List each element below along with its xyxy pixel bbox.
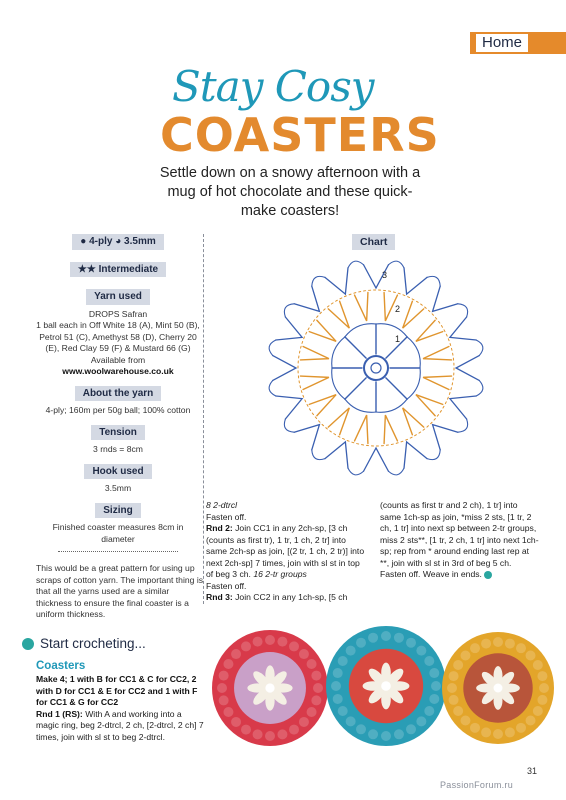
chart-number-3: 3 (382, 270, 388, 280)
about-yarn-block (36, 386, 200, 417)
coaster-2-loop (356, 724, 366, 734)
coaster-3-loop (447, 683, 457, 693)
coaster-2-loop (416, 646, 426, 656)
coaster-1-loop (265, 731, 275, 741)
round3-chain (388, 261, 404, 268)
fasten-off-2: Fasten off. (206, 580, 247, 591)
yarn-weight: 4-ply (89, 236, 113, 247)
coaster-1-loop (277, 637, 287, 647)
round3-stitch (433, 286, 458, 311)
coaster-2-loop (394, 729, 404, 739)
coaster-1-loop (219, 671, 229, 681)
coaster-2-loop (333, 668, 343, 678)
round3-stitch (450, 317, 476, 340)
rnd1-label: Rnd 1 (RS): (36, 708, 83, 719)
coaster-2-loop (429, 668, 439, 678)
page-number: 31 (527, 766, 538, 776)
yarn-used-heading: Yarn used (86, 289, 150, 305)
round2-group (355, 292, 368, 320)
level-badge (70, 262, 166, 278)
coaster-1-loop (311, 671, 321, 681)
round3-chain (284, 304, 294, 317)
end-dot-icon (484, 571, 492, 579)
instructions-right (380, 500, 540, 581)
cluster-count: 8 2-dtrcl (206, 500, 238, 510)
coaster-3-loop (526, 716, 536, 726)
round3-stitch (433, 425, 458, 450)
round2-group (300, 376, 328, 389)
round2-group (423, 376, 451, 389)
coaster-2-loop (331, 681, 341, 691)
column-divider (203, 234, 204, 604)
coaster-1-loop (241, 725, 251, 735)
spec-badge (72, 234, 163, 250)
yarn-used-block (36, 289, 200, 378)
intro-text: Settle down on a snowy afternoon with a mug of hot chocolate and these quick-make coasters! (159, 165, 421, 219)
round2-group (384, 415, 397, 443)
start-heading-text: Start crocheting... (40, 636, 146, 651)
round3-stitch (325, 442, 348, 468)
round3-chain (476, 380, 483, 396)
yarn-available: Available from (90, 354, 146, 365)
round2-group (403, 301, 424, 328)
round2-group (328, 301, 349, 328)
coaster-1-loop (219, 695, 229, 705)
fasten-off-1: Fasten off. (206, 511, 247, 522)
round3-chain (476, 340, 483, 356)
ring-center (371, 363, 381, 373)
rnd1-text: With A and working into a magic ring, beg 2-dtrcl, 2 ch, [2-dtrcl, 2 ch] 7 times, join with sl st to beg 2-dtrcl. (36, 708, 204, 742)
coaster-1-loop (231, 717, 241, 727)
bullet-dot-icon (22, 638, 34, 650)
coaster-1-loop (223, 659, 233, 669)
coaster-3-loop (505, 727, 515, 737)
round3-stitch (404, 442, 427, 468)
round1-chain (345, 399, 376, 412)
crochet-chart (258, 250, 494, 486)
level-stars: ★★ (77, 263, 96, 275)
section-tag-label: Home (476, 34, 528, 52)
instructions-left (36, 674, 206, 743)
coaster-1-loop (253, 637, 263, 647)
magic-ring (364, 356, 388, 380)
coaster-1-loop (289, 725, 299, 735)
coasters-heading: Coasters (36, 660, 86, 672)
rnd2 (206, 523, 366, 581)
spec-row (36, 234, 200, 254)
yarn-details: 1 ball each in Off White 18 (A), Mint 50 (B), Petrol 51 (C), Amethyst 58 (D), Cherry 20 (E), Red Clay 59 (F) & Mustard 66 (G) (36, 320, 200, 353)
level-row (36, 262, 200, 282)
intro-note: This would be a great pattern for using up scraps of cotton yarn. The important thing is that all the yarns used are a similar thickness to ensure the final coaster is a uniform thickness. (36, 563, 204, 619)
coaster-2-loop (394, 633, 404, 643)
yarn-ball-icon: ● (80, 236, 87, 247)
round3-chain (312, 450, 325, 460)
coaster-3-loop (453, 660, 463, 670)
round2-group (416, 320, 443, 341)
round3-chain (388, 468, 404, 475)
watermark: PassionForum.ru (440, 780, 514, 790)
coaster-2-loop (406, 638, 416, 648)
hook-text: 3.5mm (104, 483, 132, 493)
round3-chain (458, 304, 468, 317)
make-line: Make 4; 1 with B for CC1 & C for CC2, 2 with D for CC1 & E for CC2 and 1 with F for CC1 & G for CC2 (36, 674, 198, 707)
about-yarn-text: 4-ply; 160m per 50g ball; 100% cotton (45, 405, 191, 415)
rnd3-label: Rnd 3: (206, 592, 233, 602)
sizing-heading: Sizing (95, 503, 140, 519)
coaster-1-loop (217, 683, 227, 693)
coaster-2-loop (346, 716, 356, 726)
yarn-url[interactable]: www.woolwarehouse.co.uk (62, 366, 174, 376)
round3-stitch (404, 268, 427, 294)
coaster-3-loop (453, 706, 463, 716)
coaster-3-loop (449, 695, 459, 705)
round3-stitch (273, 356, 296, 381)
round3-stitch (294, 425, 319, 450)
round2-group (300, 347, 328, 360)
coaster-3-loop (449, 671, 459, 681)
coaster-3-loop (493, 729, 503, 739)
round1-chain (407, 337, 420, 368)
coaster-3-loop (526, 650, 536, 660)
round2-group (403, 408, 424, 435)
coaster-1-loop (289, 641, 299, 651)
round3-stitch (450, 396, 476, 419)
round2-group (423, 347, 451, 360)
round1-chain (345, 324, 376, 337)
coaster-2-loop (333, 694, 343, 704)
coaster-2-loop (338, 656, 348, 666)
round3-chain (312, 276, 325, 286)
coaster-3-loop (481, 639, 491, 649)
coaster-1-loop (307, 707, 317, 717)
round3-stitch (325, 268, 348, 294)
coaster-3-loop (505, 639, 515, 649)
pattern-info (36, 234, 200, 560)
yarn-brand: DROPS Safran (88, 308, 148, 319)
coaster-3-loop (470, 723, 480, 733)
hook-heading: Hook used (84, 464, 151, 480)
coaster-3-loop (533, 706, 543, 716)
coaster-3-loop (537, 671, 547, 681)
coaster-2-loop (406, 724, 416, 734)
round3-stitch (364, 448, 389, 471)
coaster-2-loop (381, 631, 391, 641)
round3-chain (269, 340, 276, 356)
start-heading (22, 636, 146, 651)
coaster-2-loop (429, 694, 439, 704)
round3-chain (427, 276, 440, 286)
coaster-1-loop (277, 729, 287, 739)
rnd3-continued: (counts as first tr and 2 ch), 1 tr] into same 1ch-sp as join, *miss 2 sts, [1 tr, 2 ch, 1 tr] into next sp between 2-tr groups, miss 2 sts**, [1 tr, 2 ch, 1 tr] into next 1ch-sp; rep from * around ending last rep at **, join with sl st in 3rd of beg 5 ch. (380, 500, 539, 568)
round1-chain (332, 337, 345, 368)
round3-chain (348, 261, 364, 268)
round1-chain (332, 368, 345, 399)
coaster-3-loop (460, 716, 470, 726)
tension-block (36, 425, 200, 456)
coaster-3-loop (533, 660, 543, 670)
coaster-3-loop (460, 650, 470, 660)
hook-icon: ◕ (115, 236, 122, 247)
coasters-photo (210, 616, 556, 756)
round1-cluster (345, 337, 366, 358)
coaster-3-loop (470, 643, 480, 653)
round3-chain (427, 450, 440, 460)
rnd2-label: Rnd 2: (206, 523, 233, 533)
round2-group (416, 395, 443, 416)
round2-group (355, 415, 368, 443)
coaster-2-loop (381, 731, 391, 741)
coaster-1-loop (265, 635, 275, 645)
dotted-divider (58, 551, 178, 552)
coaster-3-loop (481, 727, 491, 737)
round3-stitch (294, 286, 319, 311)
round1-chain (376, 324, 407, 337)
about-yarn-heading: About the yarn (75, 386, 162, 402)
round3-stitch (276, 317, 302, 340)
coaster-1-loop (241, 641, 251, 651)
round2-group (328, 408, 349, 435)
coaster-2-loop (346, 646, 356, 656)
rnd2-text: Join CC1 in any 2ch-sp, [3 ch (counts as first tr), 1 tr, 1 ch, 2 tr] into same 2ch-sp as join, [(2 tr, 1 ch, 2 tr)] into next 2ch-sp] 7 times, join with sl st in top of beg 3 ch. (206, 523, 365, 579)
coaster-3-loop (516, 723, 526, 733)
chart-heading: Chart (352, 234, 395, 250)
sizing-text: Finished coaster measures 8cm in diameter (52, 522, 184, 544)
round2-group (309, 320, 336, 341)
section-tag (470, 32, 566, 54)
coaster-1-loop (311, 695, 321, 705)
round3-chain (269, 380, 276, 396)
coaster-1-loop (231, 649, 241, 659)
chart-number-2: 2 (395, 304, 401, 314)
coaster-2-loop (368, 633, 378, 643)
title-script: Stay Cosy (172, 62, 374, 111)
sizing-block (36, 503, 200, 553)
finish-line: Fasten off. Weave in ends. (380, 569, 540, 581)
rnd3 (206, 592, 366, 604)
coaster-1-loop (313, 683, 323, 693)
round3-chain (284, 419, 294, 432)
coaster-3-center (494, 684, 503, 693)
coaster-1-loop (223, 707, 233, 717)
page-title: COASTERS (160, 108, 440, 162)
rnd3-text: Join CC2 in any 1ch-sp, [5 ch (235, 592, 348, 602)
coaster-2-loop (368, 729, 378, 739)
coaster-2-loop (416, 716, 426, 726)
coaster-3-loop (539, 683, 549, 693)
tension-heading: Tension (91, 425, 145, 441)
round2-group (309, 395, 336, 416)
round3-stitch (456, 356, 479, 381)
rnd1 (36, 709, 206, 744)
hook-block (36, 464, 200, 495)
coaster-1-loop (307, 659, 317, 669)
hook-size: 3.5mm (124, 236, 156, 247)
coaster-2-loop (338, 706, 348, 716)
coaster-2-center (381, 681, 391, 691)
coaster-1-loop (253, 729, 263, 739)
round3-chain (348, 468, 364, 475)
coaster-2-loop (424, 656, 434, 666)
round1-chain (376, 399, 407, 412)
round3-chain (458, 419, 468, 432)
round2-top (298, 290, 454, 446)
round1-chain (407, 368, 420, 399)
round1-cluster (386, 378, 407, 399)
coaster-2-loop (356, 638, 366, 648)
round1-cluster (345, 378, 366, 399)
coaster-1-loop (299, 717, 309, 727)
coaster-2-loop (431, 681, 441, 691)
coaster-2-loop (424, 706, 434, 716)
coaster-1-loop (299, 649, 309, 659)
coaster-1-center (265, 683, 274, 692)
chart-number-1: 1 (395, 334, 401, 344)
level-text: Intermediate (98, 263, 159, 275)
coaster-3-loop (537, 695, 547, 705)
tension-text: 3 rnds = 8cm (93, 444, 143, 454)
instructions-middle (206, 500, 366, 604)
coaster-3-loop (516, 643, 526, 653)
round3-stitch (276, 396, 302, 419)
coaster-3-loop (493, 637, 503, 647)
rnd2-note: 16 2-tr groups (253, 569, 307, 579)
